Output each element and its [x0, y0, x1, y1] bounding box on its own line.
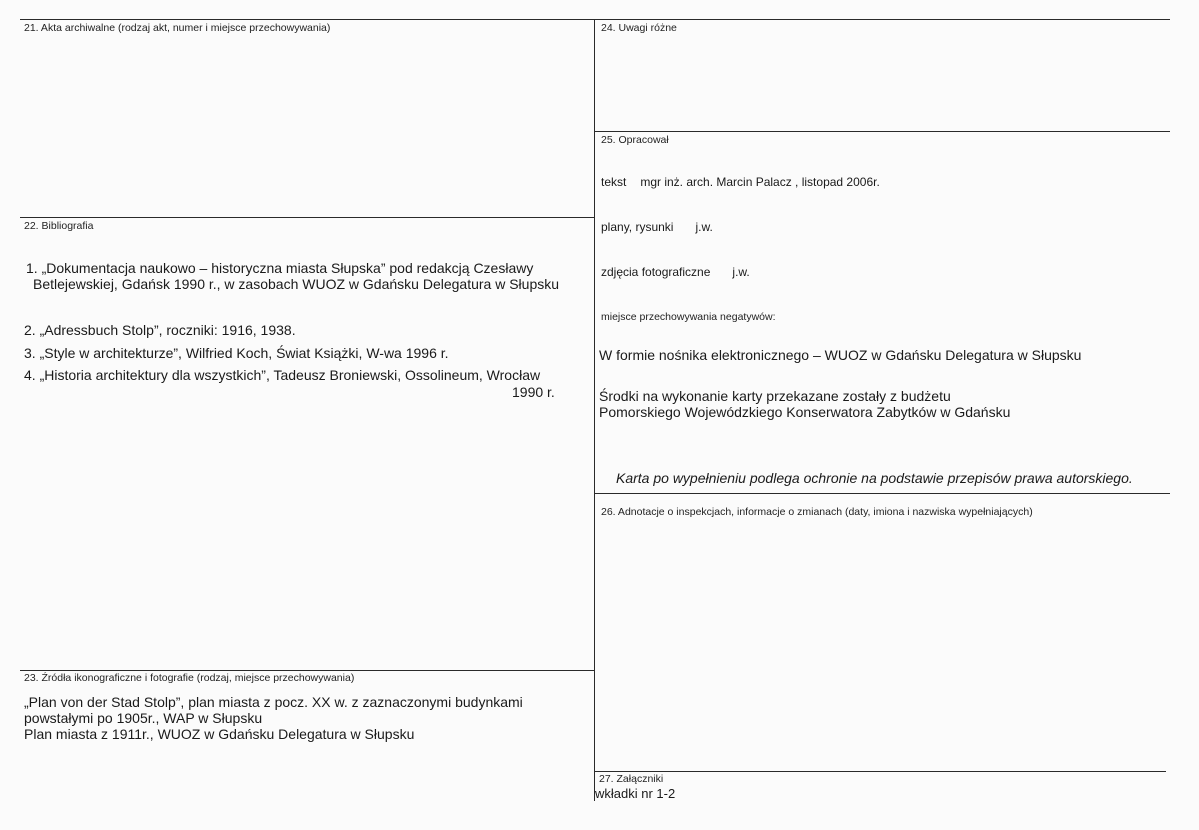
bibliography-item-4-line-2: 1990 r.: [512, 384, 555, 400]
rule-24-25: [594, 131, 1170, 132]
rule-25-26: [594, 493, 1170, 494]
section-22-label: 22. Bibliografia: [24, 220, 94, 232]
funding-line-1: Środki na wykonanie karty przekazane zostały z budżetu: [599, 388, 951, 404]
rule-21-22: [20, 217, 594, 218]
copyright-notice: Karta po wypełnieniu podlega ochronie na podstawie przepisów prawa autorskiego.: [616, 470, 1133, 486]
author-photos-row: [601, 265, 750, 279]
author-text-value: mgr inż. arch. Marcin Palacz , listopad 2006r.: [640, 175, 880, 189]
negatives-storage-value: W formie nośnika elektronicznego – WUOZ w Gdańsku Delegatura w Słupsku: [599, 347, 1082, 363]
section-24-label: 24. Uwagi różne: [601, 22, 677, 34]
iconography-line-3: Plan miasta z 1911r., WUOZ w Gdańsku Delegatura w Słupsku: [24, 726, 415, 742]
author-photos-label: zdjęcia fotograficzne: [601, 265, 711, 279]
bibliography-item-2: 2. „Adressbuch Stolp”, roczniki: 1916, 1938.: [24, 322, 296, 338]
bibliography-item-3: 3. „Style w architekturze”, Wilfried Koch, Świat Książki, W-wa 1996 r.: [24, 345, 449, 361]
section-21-label: 21. Akta archiwalne (rodzaj akt, numer i miejsce przechowywania): [24, 22, 331, 34]
center-divider: [594, 19, 595, 801]
top-rule: [20, 19, 1170, 20]
rule-22-23: [20, 670, 594, 671]
author-text-row: [601, 175, 880, 189]
author-photos-value: j.w.: [732, 265, 750, 279]
author-text-label: tekst: [601, 175, 627, 189]
bibliography-item-1-line-1: 1. „Dokumentacja naukowo – historyczna miasta Słupska” pod redakcją Czesławy: [26, 260, 534, 276]
section-25-label: 25. Opracował: [601, 134, 669, 146]
rule-26-27: [594, 771, 1166, 772]
attachments-value: wkładki nr 1-2: [595, 786, 676, 801]
iconography-line-2: powstałymi po 1905r., WAP w Słupsku: [24, 710, 263, 726]
section-27-label: 27. Załączniki: [599, 773, 664, 785]
author-drawings-row: [601, 220, 713, 234]
funding-line-2: Pomorskiego Wojewódzkiego Konserwatora Zabytków w Gdańsku: [599, 404, 1011, 420]
author-drawings-label: plany, rysunki: [601, 220, 674, 234]
negatives-storage-label: miejsce przechowywania negatywów:: [601, 311, 776, 323]
author-drawings-value: j.w.: [695, 220, 713, 234]
section-26-label: 26. Adnotacje o inspekcjach, informacje o zmianach (daty, imiona i nazwiska wypełniających): [601, 506, 1033, 518]
bibliography-item-4-line-1: 4. „Historia architektury dla wszystkich”, Tadeusz Broniewski, Ossolineum, Wrocław: [24, 367, 541, 383]
iconography-line-1: „Plan von der Stad Stolp”, plan miasta z pocz. XX w. z zaznaczonymi budynkami: [24, 694, 523, 710]
section-23-label: 23. Źródła ikonograficzne i fotografie (rodzaj, miejsce przechowywania): [24, 672, 355, 684]
bibliography-item-1-line-2: Betlejewskiej, Gdańsk 1990 r., w zasobach WUOZ w Gdańsku Delegatura w Słupsku: [33, 276, 560, 292]
